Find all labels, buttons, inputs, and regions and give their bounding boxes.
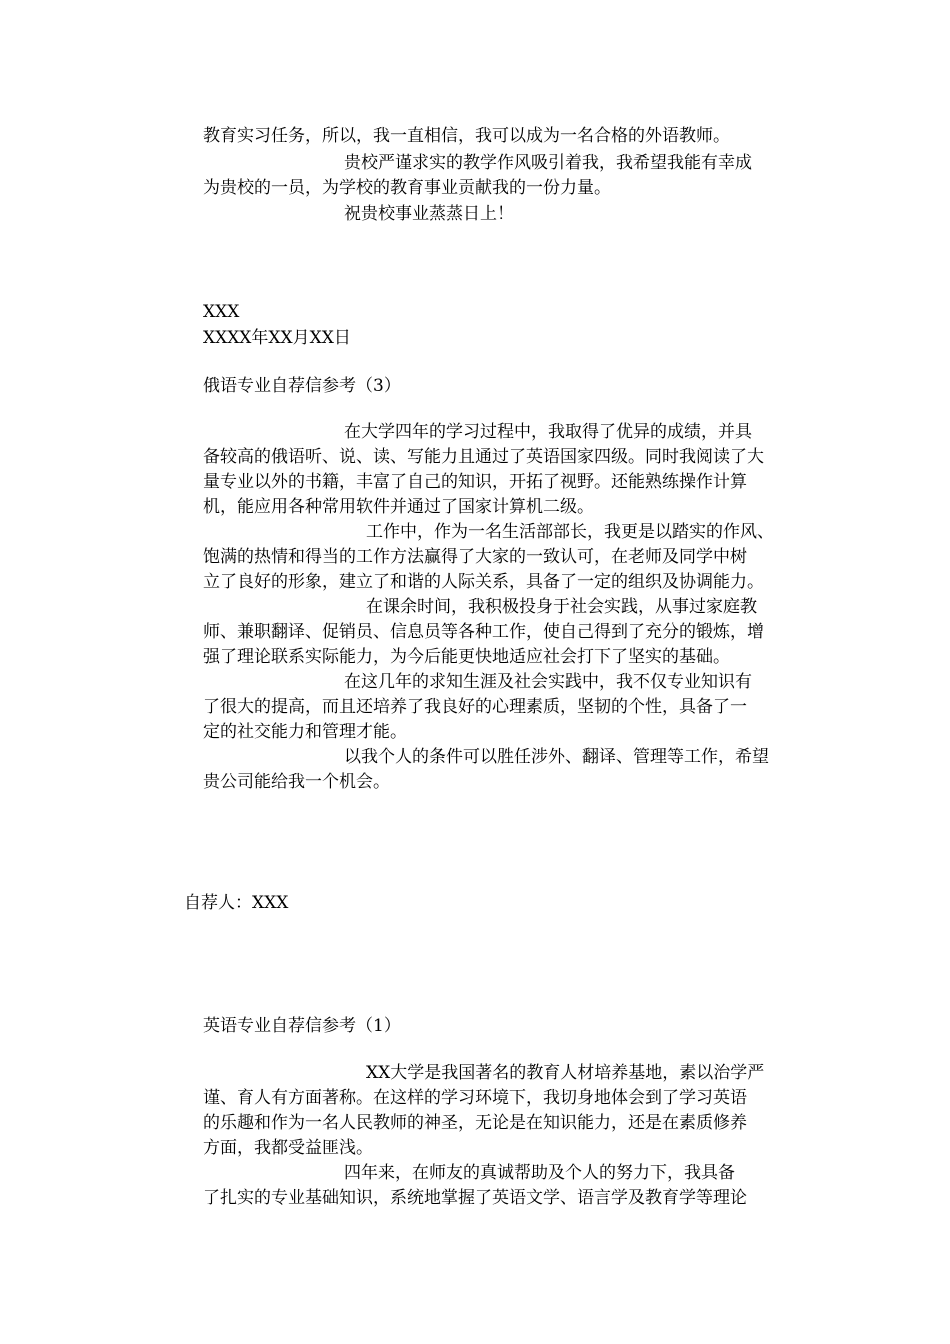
paragraph-line: 了很大的提高，而且还培养了我良好的心理素质，坚韧的个性，具备了一 xyxy=(203,697,747,717)
paragraph-line: XX大学是我国著名的教育人材培养基地，素以治学严 xyxy=(366,1063,765,1083)
paragraph-line: 为贵校的一员，为学校的教育事业贡献我的一份力量。 xyxy=(203,178,611,198)
paragraph-line: 强了理论联系实际能力，为今后能更快地适应社会打下了坚实的基础。 xyxy=(203,647,730,667)
signature-name: XXX xyxy=(203,302,240,322)
paragraph-line: 师、兼职翻译、促销员、信息员等各种工作，使自己得到了充分的锻炼，增 xyxy=(203,622,764,642)
signature-date: XXXX年XX月XX日 xyxy=(203,328,351,348)
paragraph-line: 立了良好的形象，建立了和谐的人际关系，具备了一定的组织及协调能力。 xyxy=(203,572,764,592)
paragraph-line: 工作中，作为一名生活部部长，我更是以踏实的作风、 xyxy=(366,522,774,542)
paragraph-line: 贵公司能给我一个机会。 xyxy=(203,772,390,792)
paragraph-line: 了扎实的专业基础知识，系统地掌握了英语文学、语言学及教育学等理论 xyxy=(203,1188,747,1208)
signature-line: 自荐人：XXX xyxy=(184,893,289,913)
section-heading: 英语专业自荐信参考（1） xyxy=(203,1016,401,1036)
paragraph-line: 贵校严谨求实的教学作风吸引着我，我希望我能有幸成 xyxy=(344,153,752,173)
closing-wish: 祝贵校事业蒸蒸日上！ xyxy=(344,204,514,224)
paragraph-line: 在大学四年的学习过程中，我取得了优异的成绩，并具 xyxy=(344,422,752,442)
paragraph-line: 谨、育人有方面著称。在这样的学习环境下，我切身地体会到了学习英语 xyxy=(203,1088,747,1108)
paragraph-line: 教育实习任务，所以，我一直相信，我可以成为一名合格的外语教师。 xyxy=(203,126,730,146)
paragraph-line: 机，能应用各种常用软件并通过了国家计算机二级。 xyxy=(203,497,594,517)
section-heading: 俄语专业自荐信参考（3） xyxy=(203,376,401,396)
paragraph-line: 方面，我都受益匪浅。 xyxy=(203,1138,373,1158)
paragraph-line: 饱满的热情和得当的工作方法赢得了大家的一致认可，在老师及同学中树 xyxy=(203,547,747,567)
paragraph-line: 的乐趣和作为一名人民教师的神圣，无论是在知识能力，还是在素质修养 xyxy=(203,1113,747,1133)
paragraph-line: 四年来，在师友的真诚帮助及个人的努力下，我具备 xyxy=(344,1163,735,1183)
paragraph-line: 备较高的俄语听、说、读、写能力且通过了英语国家四级。同时我阅读了大 xyxy=(203,447,764,467)
paragraph-line: 在这几年的求知生涯及社会实践中，我不仅专业知识有 xyxy=(344,672,752,692)
paragraph-line: 以我个人的条件可以胜任涉外、翻译、管理等工作，希望 xyxy=(344,747,769,767)
paragraph-line: 在课余时间，我积极投身于社会实践，从事过家庭教 xyxy=(366,597,757,617)
paragraph-line: 量专业以外的书籍，丰富了自己的知识，开拓了视野。还能熟练操作计算 xyxy=(203,472,747,492)
paragraph-line: 定的社交能力和管理才能。 xyxy=(203,722,407,742)
